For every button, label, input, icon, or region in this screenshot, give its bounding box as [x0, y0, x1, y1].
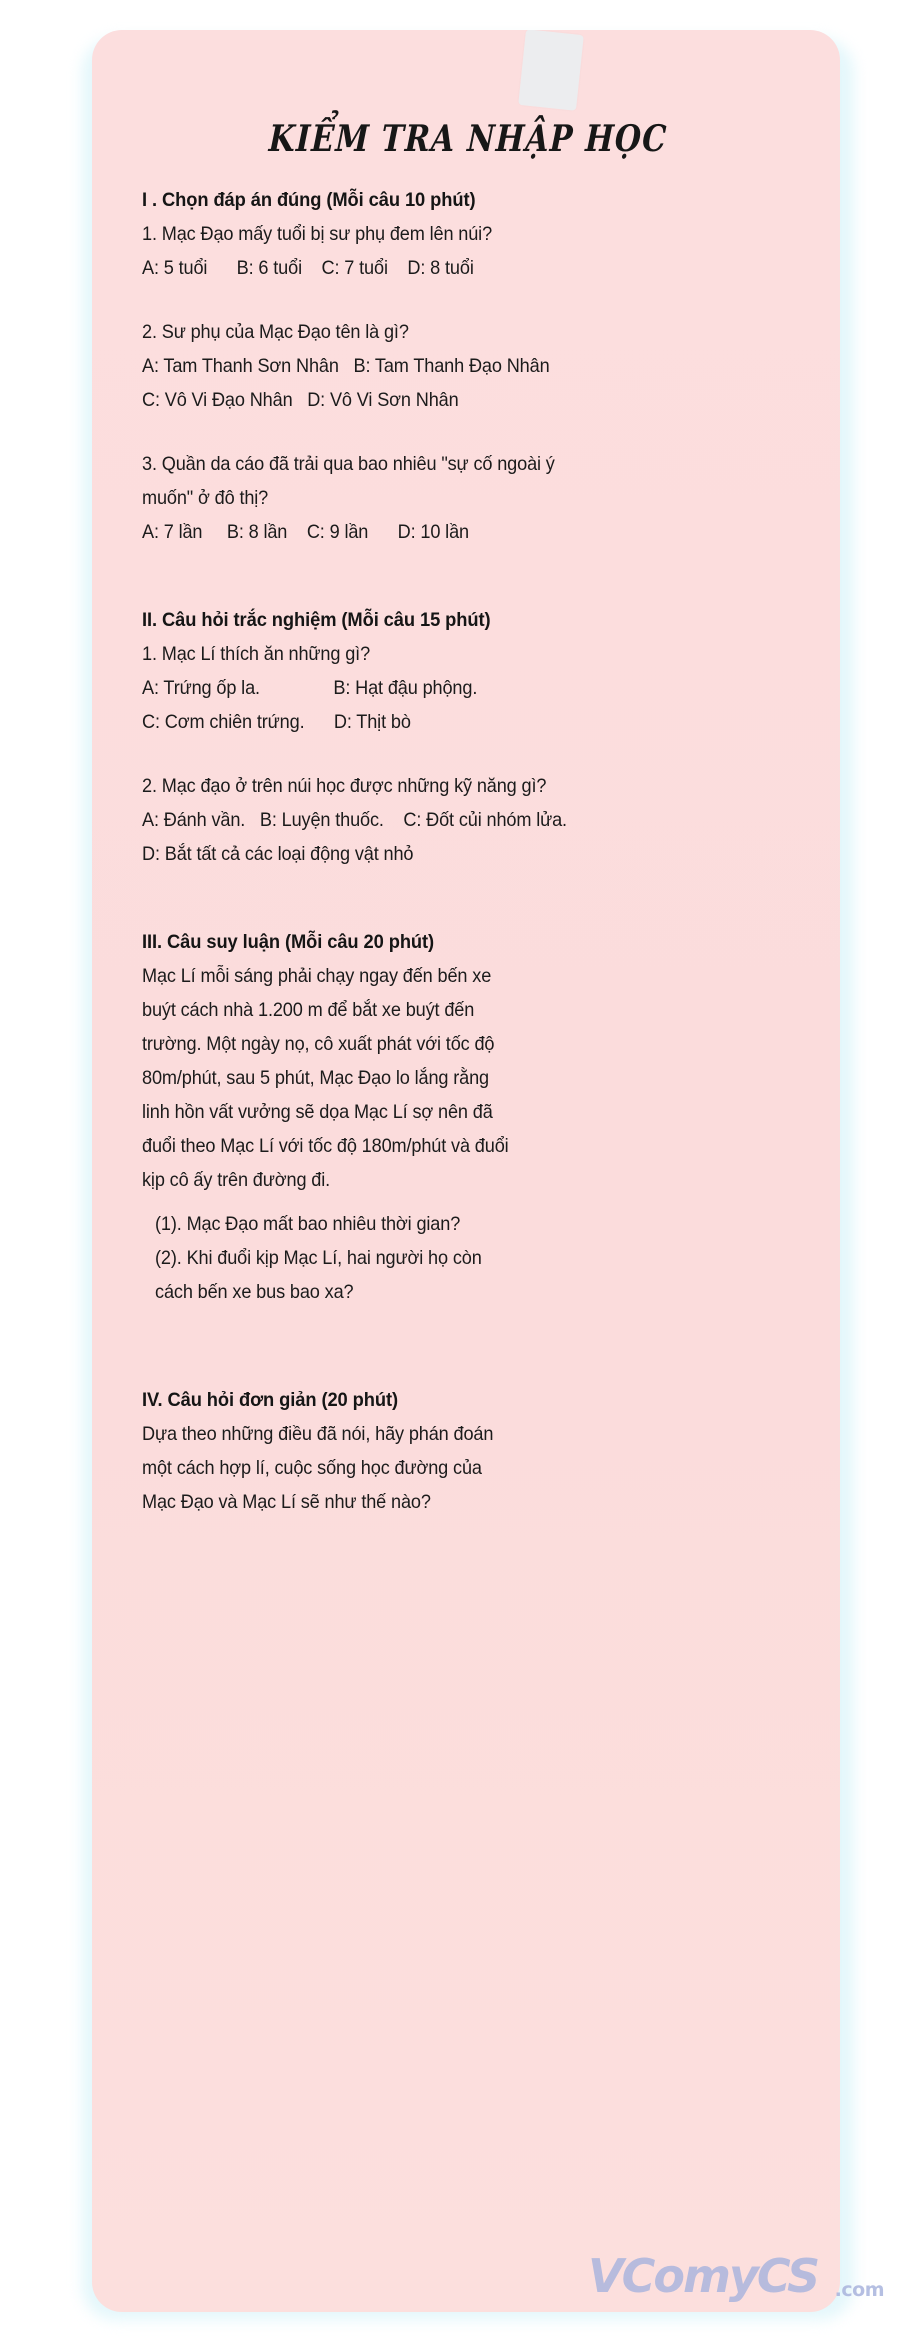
section-heading-3: III. Câu suy luận (Mỗi câu 20 phút) [142, 931, 435, 953]
quiz-content [92, 30, 840, 1519]
section-3-paragraph-line-4: 80m/phút, sau 5 phút, Mạc Đạo lo lắng rằng [142, 1067, 489, 1089]
question-2-1: 1. Mạc Lí thích ăn những gì? [142, 643, 371, 665]
watermark-brand: VComyCS [588, 2249, 819, 2303]
section-heading-1: I . Chọn đáp án đúng (Mỗi câu 10 phút) [142, 189, 476, 211]
section-3-paragraph-line-2: buýt cách nhà 1.200 m để bắt xe buýt đến [142, 999, 475, 1021]
quiz-note-card [92, 30, 840, 2312]
section-heading-2: II. Câu hỏi trắc nghiệm (Mỗi câu 15 phút) [142, 609, 491, 631]
question-2-2-options-d: D: Bắt tất cả các loại động vật nhỏ [142, 843, 414, 865]
section-3-paragraph-line-5: linh hồn vất vưởng sẽ dọa Mạc Lí sợ nên đã [142, 1101, 493, 1123]
section-4-paragraph-line-3: Mạc Đạo và Mạc Lí sẽ như thế nào? [142, 1491, 431, 1513]
question-1-3-line-2: muốn" ở đô thị? [142, 487, 269, 509]
section-3-subquestion-2-line-1: (2). Khi đuổi kịp Mạc Lí, hai người họ còn [155, 1247, 482, 1269]
section-3-subquestion-2-line-2: cách bến xe bus bao xa? [155, 1281, 354, 1303]
section-3-paragraph-line-3: trường. Một ngày nọ, cô xuất phát với tốc độ [142, 1033, 495, 1055]
section-3-subquestion-1: (1). Mạc Đạo mất bao nhiêu thời gian? [155, 1213, 461, 1235]
section-3-paragraph-line-1: Mạc Lí mỗi sáng phải chạy ngay đến bến xe [142, 965, 492, 987]
question-1-3-line-1: 3. Quần da cáo đã trải qua bao nhiêu "sự cố ngoài ý [142, 453, 555, 475]
question-1-2-options-ab: A: Tam Thanh Sơn Nhân B: Tam Thanh Đạo Nhân [142, 355, 550, 377]
question-2-2-options-abc: A: Đánh vần. B: Luyện thuốc. C: Đốt củi nhóm lửa. [142, 809, 567, 831]
watermark-tld: .com [834, 2279, 884, 2301]
page-title: KIỂM TRA NHẬP HỌC [267, 118, 669, 161]
section-4-paragraph-line-1: Dựa theo những điều đã nói, hãy phán đoán [142, 1423, 494, 1445]
question-1-1: 1. Mạc Đạo mấy tuổi bị sư phụ đem lên núi? [142, 223, 493, 245]
question-2-1-options-ab: A: Trứng ốp la. B: Hạt đậu phộng. [142, 677, 478, 699]
section-heading-4: IV. Câu hỏi đơn giản (20 phút) [142, 1389, 398, 1411]
question-1-2: 2. Sư phụ của Mạc Đạo tên là gì? [142, 321, 409, 343]
section-4-paragraph-line-2: một cách hợp lí, cuộc sống học đường của [142, 1457, 482, 1479]
section-3-paragraph-line-7: kịp cô ấy trên đường đi. [142, 1169, 331, 1191]
question-1-1-options: A: 5 tuổi B: 6 tuổi C: 7 tuổi D: 8 tuổi [142, 257, 474, 279]
question-2-2: 2. Mạc đạo ở trên núi học được những kỹ năng gì? [142, 775, 547, 797]
question-1-2-options-cd: C: Vô Vi Đạo Nhân D: Vô Vi Sơn Nhân [142, 389, 459, 411]
question-2-1-options-cd: C: Cơm chiên trứng. D: Thịt bò [142, 711, 411, 733]
question-1-3-options: A: 7 lần B: 8 lần C: 9 lần D: 10 lần [142, 521, 469, 543]
section-3-paragraph-line-6: đuổi theo Mạc Lí với tốc độ 180m/phút và đuổi [142, 1135, 509, 1157]
